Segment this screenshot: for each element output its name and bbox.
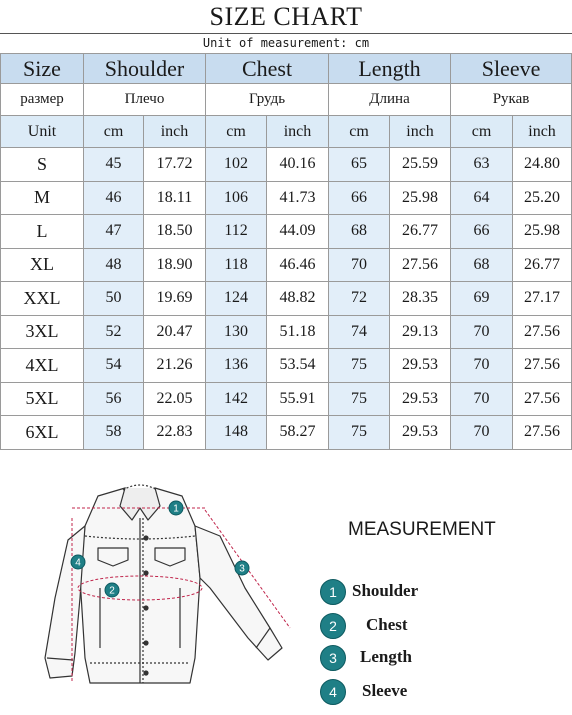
size-table <box>0 53 572 450</box>
table-cell: 53.54 <box>267 349 329 383</box>
jacket-diagram <box>20 478 320 712</box>
table-cell: 70 <box>451 382 513 416</box>
table-cell: 63 <box>451 148 513 182</box>
table-cell: 74 <box>329 315 390 349</box>
russian-header-row <box>1 84 572 116</box>
table-cell: 46.46 <box>267 248 329 282</box>
header-size: Size <box>1 54 84 84</box>
table-cell: 50 <box>84 282 144 316</box>
table-cell: 142 <box>206 382 267 416</box>
legend-label: Sleeve <box>362 681 408 700</box>
table-row <box>1 181 572 215</box>
table-cell: 29.53 <box>390 382 451 416</box>
table-cell: 25.59 <box>390 148 451 182</box>
unit-cell: inch <box>267 116 329 148</box>
size-label: XXL <box>1 282 84 316</box>
table-cell: 64 <box>451 181 513 215</box>
table-cell: 25.98 <box>513 215 572 249</box>
size-label: XL <box>1 248 84 282</box>
table-cell: 40.16 <box>267 148 329 182</box>
unit-cell: cm <box>84 116 144 148</box>
table-row <box>1 416 572 450</box>
legend-label: Length <box>360 647 412 666</box>
legend-item-chest <box>320 613 520 639</box>
table-cell: 27.56 <box>513 349 572 383</box>
header-ru-chest: Грудь <box>206 84 329 116</box>
size-label: 5XL <box>1 382 84 416</box>
legend-number: 3 <box>320 645 346 671</box>
table-cell: 26.77 <box>513 248 572 282</box>
table-cell: 18.50 <box>144 215 206 249</box>
table-cell: 75 <box>329 416 390 450</box>
table-cell: 48.82 <box>267 282 329 316</box>
table-cell: 58.27 <box>267 416 329 450</box>
header-length: Length <box>329 54 451 84</box>
table-cell: 20.47 <box>144 315 206 349</box>
legend-label: Shoulder <box>352 581 419 600</box>
table-cell: 47 <box>84 215 144 249</box>
table-cell: 27.17 <box>513 282 572 316</box>
table-cell: 75 <box>329 349 390 383</box>
table-row <box>1 148 572 182</box>
diagram-marker-4: 4 <box>75 557 81 569</box>
legend-number: 1 <box>320 579 346 605</box>
table-cell: 18.90 <box>144 248 206 282</box>
table-cell: 54 <box>84 349 144 383</box>
table-cell: 19.69 <box>144 282 206 316</box>
table-cell: 26.77 <box>390 215 451 249</box>
legend-label: Chest <box>366 615 408 634</box>
table-cell: 69 <box>451 282 513 316</box>
table-cell: 46 <box>84 181 144 215</box>
table-cell: 25.20 <box>513 181 572 215</box>
table-cell: 18.11 <box>144 181 206 215</box>
table-cell: 51.18 <box>267 315 329 349</box>
unit-cell: inch <box>144 116 206 148</box>
table-cell: 136 <box>206 349 267 383</box>
table-cell: 68 <box>329 215 390 249</box>
table-cell: 27.56 <box>513 416 572 450</box>
table-cell: 52 <box>84 315 144 349</box>
size-label: 6XL <box>1 416 84 450</box>
header-ru-shoulder: Плечо <box>84 84 206 116</box>
header-ru-size: размер <box>1 84 84 116</box>
table-cell: 27.56 <box>390 248 451 282</box>
measurement-title: MEASUREMENT <box>348 519 496 540</box>
table-cell: 24.80 <box>513 148 572 182</box>
table-cell: 102 <box>206 148 267 182</box>
table-cell: 21.26 <box>144 349 206 383</box>
page-title: SIZE CHART <box>209 2 363 31</box>
table-cell: 130 <box>206 315 267 349</box>
table-cell: 56 <box>84 382 144 416</box>
table-cell: 29.53 <box>390 349 451 383</box>
table-cell: 66 <box>329 181 390 215</box>
table-cell: 112 <box>206 215 267 249</box>
table-cell: 48 <box>84 248 144 282</box>
table-row <box>1 349 572 383</box>
table-cell: 29.53 <box>390 416 451 450</box>
header-ru-length: Длина <box>329 84 451 116</box>
table-cell: 70 <box>451 315 513 349</box>
size-label: L <box>1 215 84 249</box>
table-cell: 27.56 <box>513 382 572 416</box>
table-cell: 72 <box>329 282 390 316</box>
table-cell: 25.98 <box>390 181 451 215</box>
table-cell: 55.91 <box>267 382 329 416</box>
table-row <box>1 215 572 249</box>
unit-cell: cm <box>206 116 267 148</box>
header-shoulder: Shoulder <box>84 54 206 84</box>
unit-cell: cm <box>329 116 390 148</box>
table-cell: 28.35 <box>390 282 451 316</box>
legend-number: 2 <box>320 613 346 639</box>
legend-number: 4 <box>320 679 346 705</box>
table-cell: 66 <box>451 215 513 249</box>
size-label: 3XL <box>1 315 84 349</box>
table-cell: 22.83 <box>144 416 206 450</box>
table-cell: 27.56 <box>513 315 572 349</box>
header-chest: Chest <box>206 54 329 84</box>
unit-cell: inch <box>390 116 451 148</box>
header-sleeve: Sleeve <box>451 54 572 84</box>
table-cell: 22.05 <box>144 382 206 416</box>
table-cell: 44.09 <box>267 215 329 249</box>
unit-cell: cm <box>451 116 513 148</box>
table-cell: 29.13 <box>390 315 451 349</box>
table-cell: 70 <box>451 416 513 450</box>
legend-item-sleeve <box>320 679 520 705</box>
table-row <box>1 282 572 316</box>
legend-item-shoulder <box>320 579 520 605</box>
table-cell: 70 <box>329 248 390 282</box>
header-ru-sleeve: Рукав <box>451 84 572 116</box>
diagram-marker-1: 1 <box>173 503 179 515</box>
table-cell: 148 <box>206 416 267 450</box>
table-cell: 17.72 <box>144 148 206 182</box>
table-cell: 65 <box>329 148 390 182</box>
unit-note: Unit of measurement: cm <box>202 36 370 50</box>
table-row <box>1 315 572 349</box>
table-cell: 58 <box>84 416 144 450</box>
header-row <box>1 54 572 84</box>
unit-row <box>1 116 572 148</box>
table-row <box>1 382 572 416</box>
table-cell: 70 <box>451 349 513 383</box>
size-label: S <box>1 148 84 182</box>
table-cell: 75 <box>329 382 390 416</box>
table-cell: 41.73 <box>267 181 329 215</box>
unit-cell: inch <box>513 116 572 148</box>
unit-cell: Unit <box>1 116 84 148</box>
size-label: 4XL <box>1 349 84 383</box>
table-cell: 68 <box>451 248 513 282</box>
diagram-marker-2: 2 <box>109 585 115 597</box>
legend-item-length <box>320 645 520 671</box>
diagram-marker-3: 3 <box>239 563 245 575</box>
table-cell: 45 <box>84 148 144 182</box>
size-label: M <box>1 181 84 215</box>
table-cell: 118 <box>206 248 267 282</box>
table-cell: 124 <box>206 282 267 316</box>
table-cell: 106 <box>206 181 267 215</box>
title-divider <box>0 33 572 34</box>
table-row <box>1 248 572 282</box>
